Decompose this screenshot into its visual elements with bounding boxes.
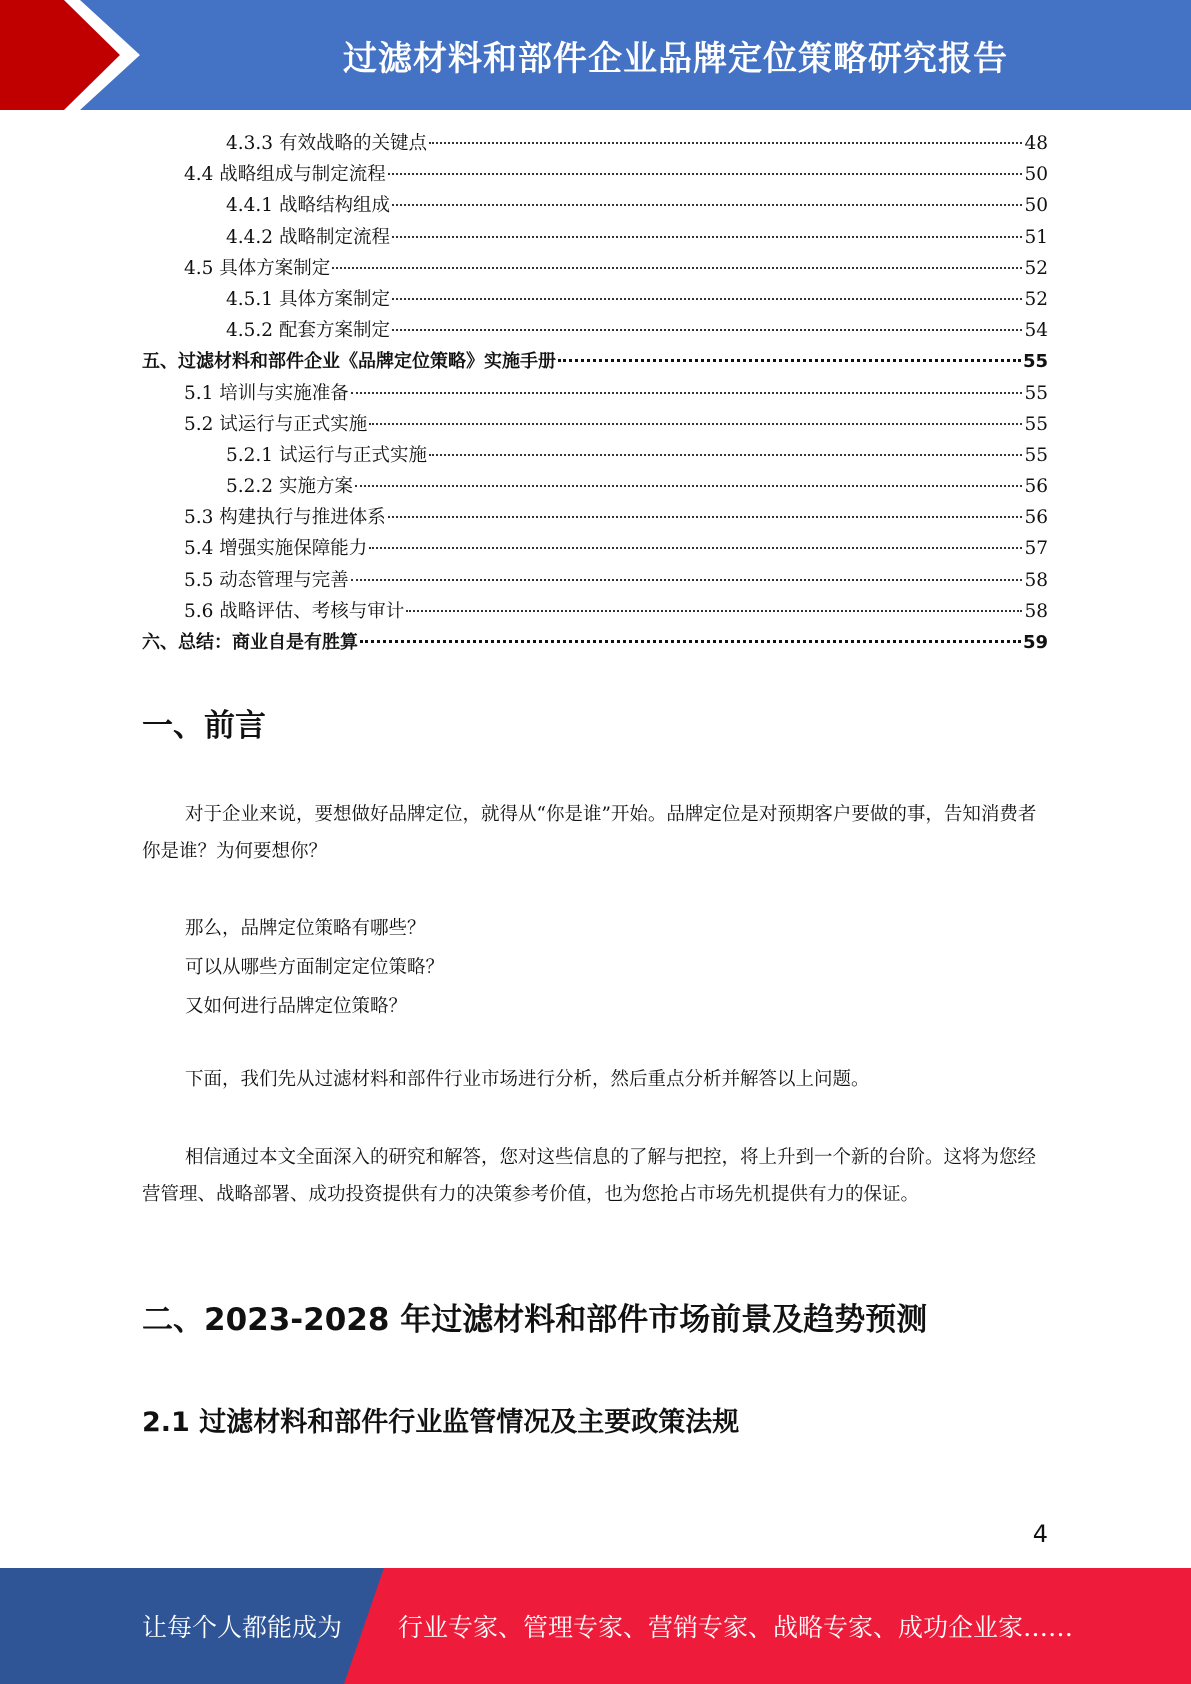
- toc-entry-page: 48: [1024, 133, 1048, 154]
- toc-entry-page: 54: [1024, 320, 1048, 342]
- toc-entry-label: 五、过滤材料和部件企业《品牌定位策略》实施手册: [142, 351, 556, 373]
- toc-leader-dots: [351, 392, 1023, 394]
- toc-entry[interactable]: [142, 627, 1048, 658]
- toc-leader-dots: [429, 142, 1022, 144]
- toc-entry[interactable]: [142, 284, 1048, 315]
- paragraph-conclusion: 相信通过本文全面深入的研究和解答，您对这些信息的了解与把控，将上升到一个新的台阶。这将为您经营管理、战略部署、成功投资提供有力的决策参考价值，也为您抢占市场先机提供有力的保证。: [142, 1147, 1037, 1205]
- toc-entry-page: 55: [1024, 382, 1048, 404]
- toc-entry[interactable]: [142, 222, 1048, 253]
- toc-entry-label: 4.5.2 配套方案制定: [226, 320, 390, 342]
- toc-entry[interactable]: [142, 440, 1048, 471]
- toc-leader-dots: [392, 236, 1022, 238]
- toc-entry-label: 4.5 具体方案制定: [184, 257, 331, 279]
- question-line-1: 那么，品牌定位策略有哪些？: [185, 918, 426, 939]
- toc-entry-page: 50: [1024, 164, 1048, 186]
- toc-entry-page: 55: [1024, 444, 1048, 466]
- toc-entry[interactable]: [142, 471, 1048, 502]
- toc-leader-dots: [429, 454, 1022, 456]
- toc-entry[interactable]: [142, 190, 1048, 221]
- toc-entry-page: 51: [1024, 226, 1048, 248]
- toc-entry-page: 56: [1024, 476, 1048, 498]
- toc-leader-dots: [392, 204, 1022, 206]
- toc-entry-label: 4.4.1 战略结构组成: [226, 195, 390, 217]
- toc-entry-page: 52: [1024, 257, 1048, 279]
- toc-entry-label: 5.2 试运行与正式实施: [184, 413, 368, 435]
- toc-entry-label: 5.2.2 实施方案: [226, 476, 353, 498]
- subsection-heading-regulation: 2.1 过滤材料和部件行业监管情况及主要政策法规: [142, 1407, 740, 1438]
- header-title: 过滤材料和部件企业品牌定位策略研究报告: [343, 38, 1008, 79]
- toc-leader-dots: [392, 298, 1022, 300]
- toc-entry-label: 4.4.2 战略制定流程: [226, 226, 390, 248]
- toc-entry-label: 5.2.1 试运行与正式实施: [226, 444, 427, 466]
- toc-leader-dots: [351, 579, 1023, 581]
- toc-entry-label: 5.5 动态管理与完善: [184, 569, 349, 591]
- toc-leader-dots: [355, 485, 1023, 487]
- toc-leader-dots: [369, 547, 1022, 549]
- toc-entry[interactable]: [142, 502, 1048, 533]
- toc-entry-page: 55: [1024, 413, 1048, 435]
- toc-entry[interactable]: [142, 378, 1048, 409]
- toc-leader-dots: [558, 359, 1021, 362]
- toc-leader-dots: [388, 516, 1023, 518]
- toc-entry[interactable]: [142, 159, 1048, 190]
- toc-entry[interactable]: [142, 128, 1048, 159]
- toc-entry-page: 59: [1022, 632, 1048, 653]
- paragraph-analysis: 下面，我们先从过滤材料和部件行业市场进行分析，然后重点分析并解答以上问题。: [185, 1069, 870, 1090]
- toc-entry[interactable]: [142, 533, 1048, 564]
- toc-entry-label: 5.4 增强实施保障能力: [184, 538, 368, 560]
- footer-slogan-left: 让每个人都能成为: [142, 1613, 343, 1642]
- toc-entry-label: 5.1 培训与实施准备: [184, 382, 349, 404]
- toc-entry-page: 57: [1024, 538, 1048, 560]
- question-line-3: 又如何进行品牌定位策略？: [185, 996, 408, 1017]
- toc-leader-dots: [332, 267, 1022, 269]
- toc-entry[interactable]: [142, 346, 1048, 377]
- toc-entry-label: 5.6 战略评估、考核与审计: [184, 600, 405, 622]
- footer-slogan-right: 行业专家、管理专家、营销专家、战略专家、成功企业家……: [398, 1613, 1074, 1642]
- toc-entry-page: 58: [1024, 600, 1048, 622]
- toc-entry-page: 50: [1024, 195, 1048, 217]
- toc-entry-page: 56: [1024, 507, 1048, 529]
- toc-entry[interactable]: [142, 253, 1048, 284]
- toc-entry-label: 4.3.3 有效战略的关键点: [226, 133, 427, 154]
- toc-leader-dots: [360, 640, 1021, 643]
- toc-leader-dots: [388, 173, 1023, 175]
- toc-entry-page: 52: [1024, 288, 1048, 310]
- toc-entry-label: 4.4 战略组成与制定流程: [184, 164, 386, 186]
- toc-entry[interactable]: [142, 565, 1048, 596]
- page-header: [0, 0, 1191, 110]
- toc-entry-label: 5.3 构建执行与推进体系: [184, 507, 386, 529]
- section-heading-preface: 一、前言: [142, 708, 266, 744]
- page-footer: [0, 1568, 1191, 1684]
- toc-entry[interactable]: [142, 409, 1048, 440]
- section-heading-market: 二、2023-2028 年过滤材料和部件市场前景及趋势预测: [142, 1302, 928, 1338]
- toc-leader-dots: [406, 610, 1022, 612]
- toc-entry-page: 55: [1022, 351, 1048, 373]
- toc-entry-label: 4.5.1 具体方案制定: [226, 288, 390, 310]
- toc-entry-label: 六、总结：商业自是有胜算: [142, 632, 358, 653]
- toc-leader-dots: [369, 423, 1022, 425]
- toc-leader-dots: [392, 329, 1022, 331]
- toc-entry[interactable]: [142, 315, 1048, 346]
- toc-entry[interactable]: [142, 596, 1048, 627]
- page-number: 4: [1032, 1520, 1048, 1548]
- question-line-2: 可以从哪些方面制定定位策略？: [185, 957, 445, 978]
- paragraph-intro: 对于企业来说，要想做好品牌定位，就得从“你是谁”开始。品牌定位是对预期客户要做的事，告知消费者你是谁？为何要想你？: [142, 804, 1037, 862]
- toc-entry-page: 58: [1024, 569, 1048, 591]
- table-of-contents: [142, 128, 1048, 658]
